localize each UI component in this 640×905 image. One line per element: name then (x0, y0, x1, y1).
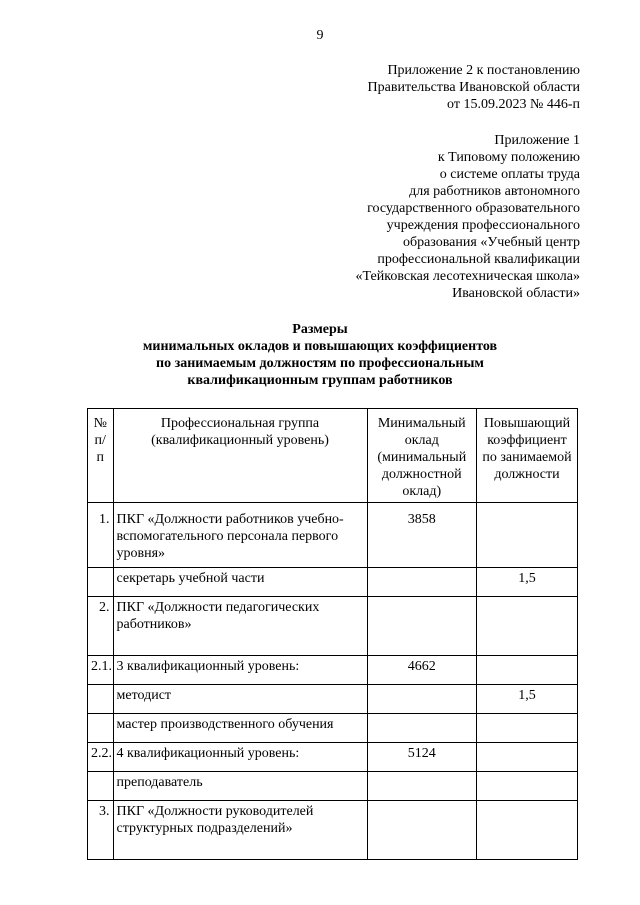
table-header-row (88, 409, 578, 503)
cell-salary (367, 801, 476, 860)
title-line: Размеры (292, 322, 348, 337)
table-row (88, 568, 578, 597)
page-number: 9 (316, 28, 324, 43)
cell-name: мастер производственного обучения (113, 714, 367, 743)
table-row (88, 503, 578, 568)
appendix-1-line: «Тейковская лесотехническая школа» (355, 269, 580, 284)
cell-coef (477, 772, 578, 801)
title-line: квалификационным группам работников (187, 373, 453, 388)
cell-num: 2. (88, 597, 114, 656)
appendix-1-line: учреждения профессионального (386, 218, 580, 233)
appendix-1-line: государственного образовательного (367, 201, 580, 216)
appendix-1-line: Приложение 1 (494, 133, 580, 148)
cell-salary: 3858 (367, 503, 476, 568)
appendix-2-line: Приложение 2 к постановлению (387, 63, 580, 78)
table-row (88, 714, 578, 743)
cell-num: 2.1. (88, 656, 114, 685)
cell-salary (367, 685, 476, 714)
title-line: по занимаемым должностям по профессиональным (156, 356, 484, 371)
cell-name: методист (113, 685, 367, 714)
cell-salary: 4662 (367, 656, 476, 685)
salary-table (87, 408, 578, 860)
appendix-2-header (368, 62, 580, 113)
appendix-1-header (356, 132, 580, 302)
cell-name: секретарь учебной части (113, 568, 367, 597)
cell-num: 1. (88, 503, 114, 568)
table-row (88, 801, 578, 860)
table-row (88, 597, 578, 656)
cell-num (88, 772, 114, 801)
cell-name: 4 квалификационный уровень: (113, 743, 367, 772)
header-salary: Минимальный оклад (минимальный должностной оклад) (367, 409, 476, 503)
cell-name: ПКГ «Должности руководителей структурных подразделений» (113, 801, 367, 860)
table-row (88, 656, 578, 685)
appendix-1-line: для работников автономного (409, 184, 580, 199)
cell-salary (367, 714, 476, 743)
cell-coef: 1,5 (477, 568, 578, 597)
header-group: Профессиональная группа (квалификационный уровень) (113, 409, 367, 503)
appendix-2-line: от 15.09.2023 № 446-п (447, 97, 580, 112)
appendix-1-line: Ивановской области» (452, 286, 580, 301)
document-title (0, 321, 640, 389)
appendix-2-line: Правительства Ивановской области (367, 80, 580, 95)
appendix-1-line: образования «Учебный центр (402, 235, 580, 250)
cell-coef (477, 743, 578, 772)
table-row (88, 772, 578, 801)
appendix-1-line: к Типовому положению (437, 150, 580, 165)
cell-coef (477, 714, 578, 743)
title-line: минимальных окладов и повышающих коэффициентов (142, 339, 498, 354)
appendix-1-line: о системе оплаты труда (439, 167, 580, 182)
cell-coef (477, 503, 578, 568)
header-num: № п/п (88, 409, 114, 503)
cell-num (88, 568, 114, 597)
cell-name: ПКГ «Должности педагогических работников» (113, 597, 367, 656)
cell-coef (477, 801, 578, 860)
cell-num (88, 714, 114, 743)
cell-salary (367, 597, 476, 656)
cell-coef: 1,5 (477, 685, 578, 714)
appendix-1-line: профессиональной квалификации (377, 252, 580, 267)
cell-coef (477, 656, 578, 685)
cell-num (88, 685, 114, 714)
table-row (88, 685, 578, 714)
cell-num: 3. (88, 801, 114, 860)
cell-salary (367, 772, 476, 801)
cell-num: 2.2. (88, 743, 114, 772)
cell-name: преподаватель (113, 772, 367, 801)
cell-coef (477, 597, 578, 656)
cell-salary: 5124 (367, 743, 476, 772)
header-coef: Повышающий коэффициент по занимаемой должности (477, 409, 578, 503)
cell-salary (367, 568, 476, 597)
cell-name: ПКГ «Должности работников учебно-вспомогательного персонала первого уровня» (113, 503, 367, 568)
table-row (88, 743, 578, 772)
cell-name: 3 квалификационный уровень: (113, 656, 367, 685)
